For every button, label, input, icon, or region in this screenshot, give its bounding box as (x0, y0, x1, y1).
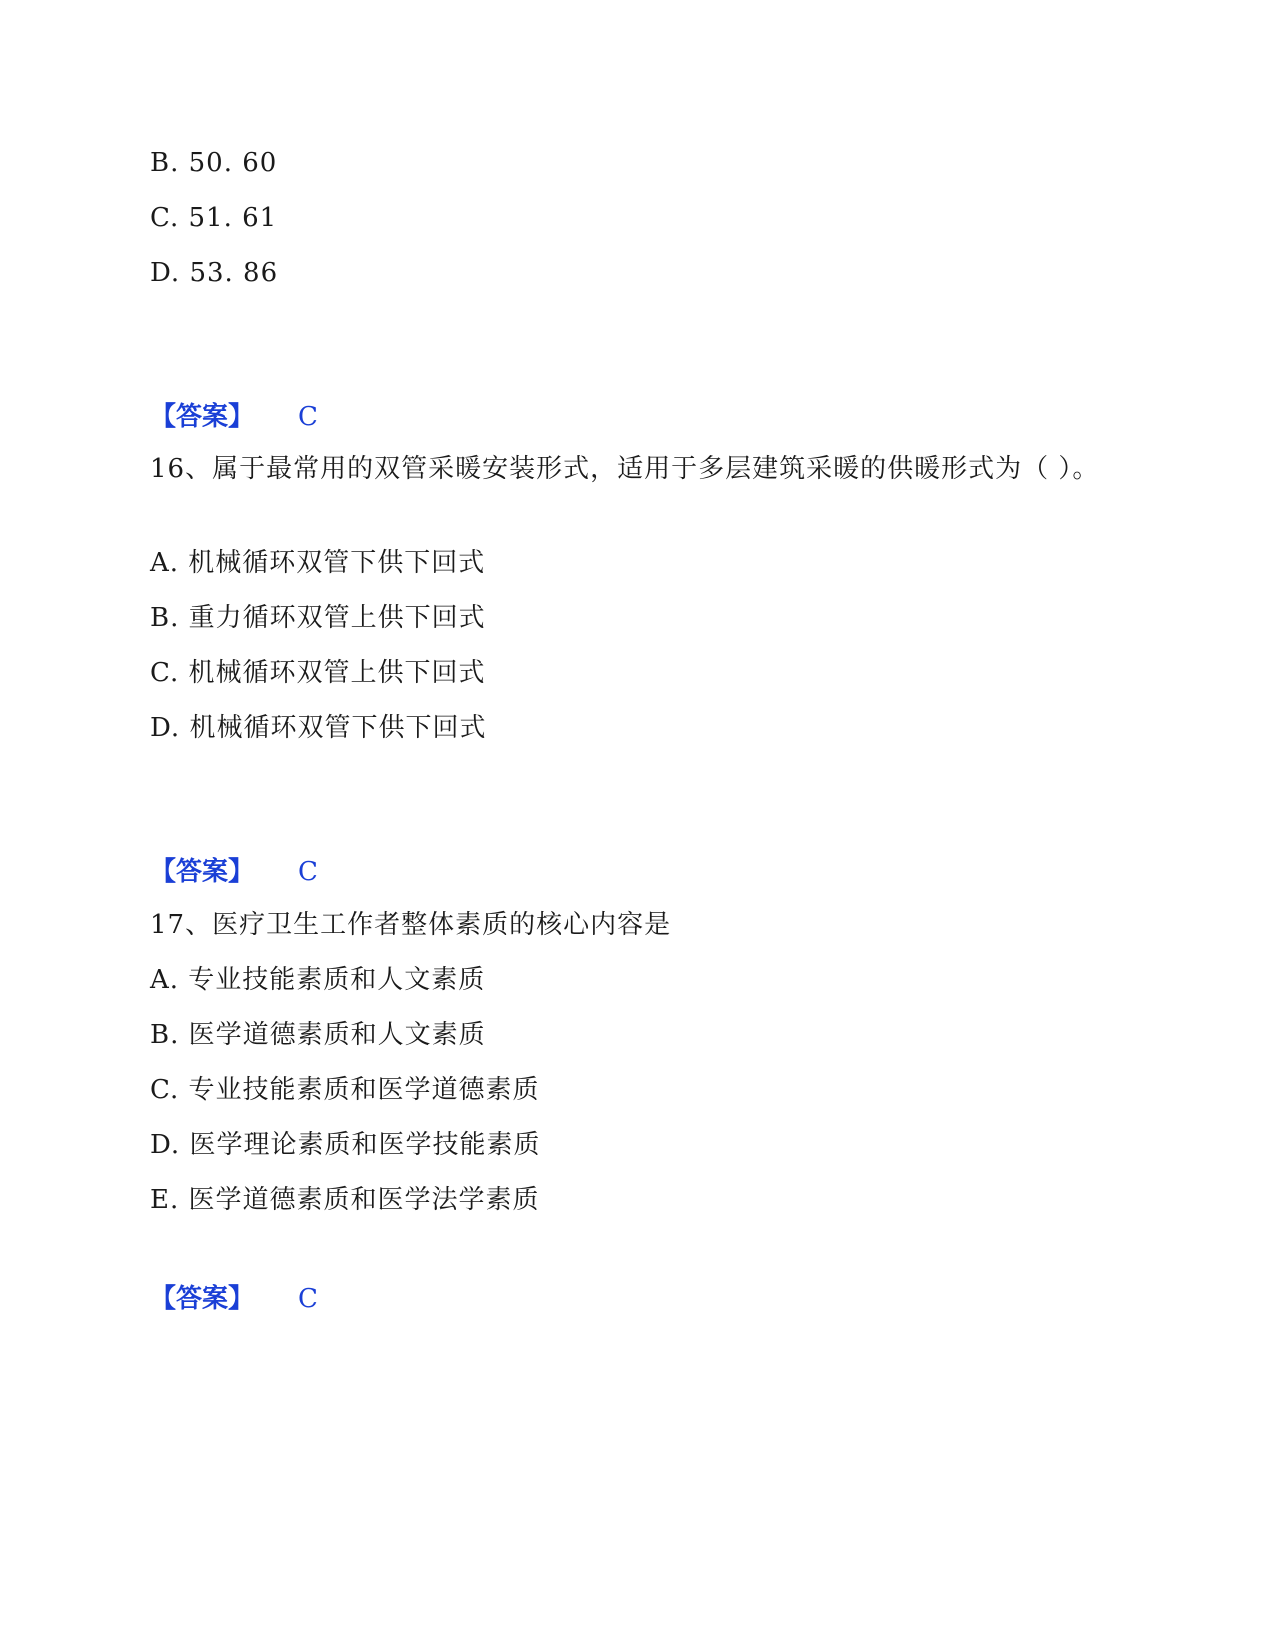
question-16: 16、属于最常用的双管采暖安装形式，适用于多层建筑采暖的供暖形式为（ ）。 (150, 454, 1100, 484)
option-b: B. 医学道德素质和人文素质 (150, 1020, 486, 1050)
answer-tag: 【答案】 (150, 1284, 255, 1314)
option-e: E. 医学道德素质和医学法学素质 (150, 1185, 540, 1215)
option-d: D. 机械循环双管下供下回式 (150, 713, 487, 743)
question-17: 17、医疗卫生工作者整体素质的核心内容是 (150, 910, 672, 940)
answer-value: C (298, 402, 318, 432)
answer-tag: 【答案】 (150, 402, 255, 432)
answer-row (150, 1284, 318, 1314)
option-c: C. 机械循环双管上供下回式 (150, 658, 486, 688)
option-c: C. 51. 61 (150, 203, 278, 233)
option-a: A. 机械循环双管下供下回式 (150, 548, 486, 578)
option-b: B. 50. 60 (150, 148, 278, 178)
answer-value: C (298, 857, 318, 887)
option-d: D. 53. 86 (150, 258, 279, 288)
option-b: B. 重力循环双管上供下回式 (150, 603, 486, 633)
option-a: A. 专业技能素质和人文素质 (150, 965, 486, 995)
answer-row (150, 402, 318, 432)
answer-row (150, 857, 318, 887)
option-c: C. 专业技能素质和医学道德素质 (150, 1075, 540, 1105)
option-d: D. 医学理论素质和医学技能素质 (150, 1130, 541, 1160)
answer-tag: 【答案】 (150, 857, 255, 887)
answer-value: C (298, 1284, 318, 1314)
